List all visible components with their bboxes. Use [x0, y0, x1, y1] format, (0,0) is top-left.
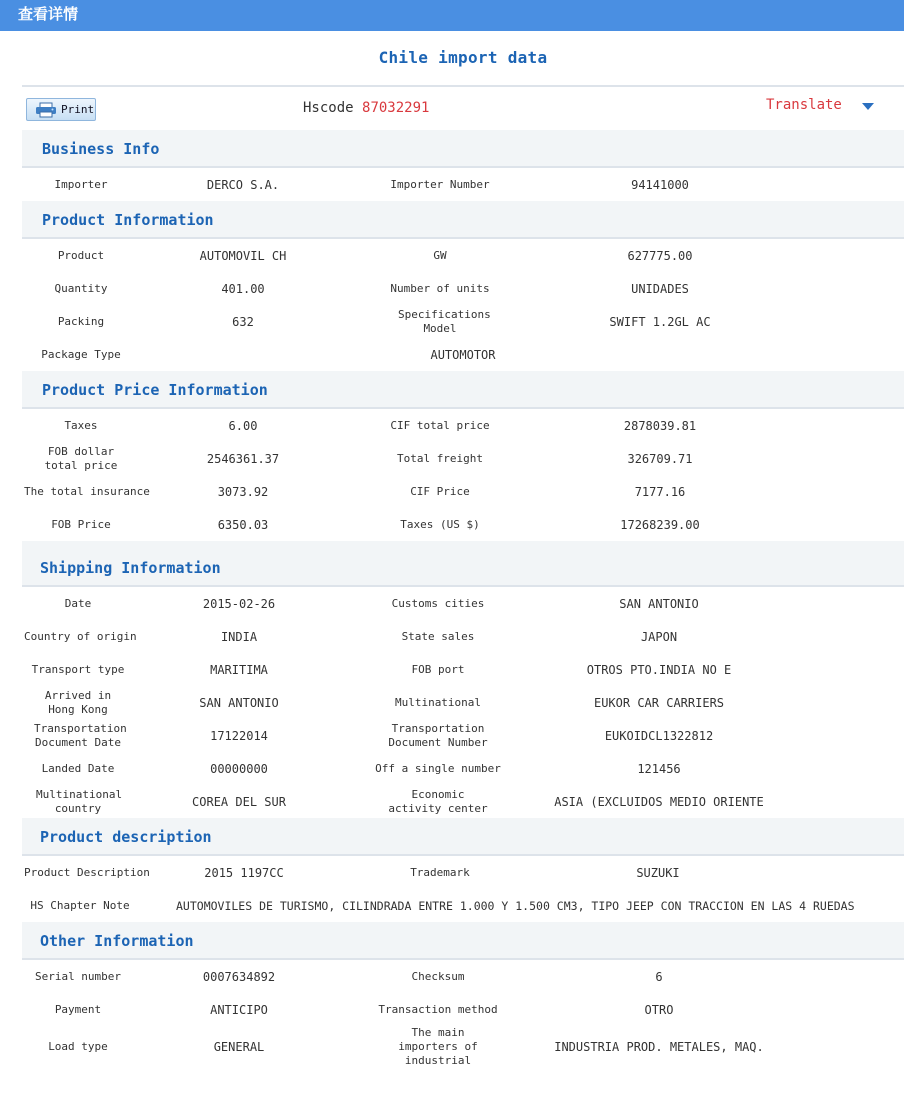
field-value: SAN ANTONIO	[619, 596, 699, 611]
field-label: Number of units	[390, 281, 490, 295]
field-label: GW	[433, 248, 447, 262]
field-label: Transport type	[31, 662, 125, 676]
field-value: 2015 1197CC	[204, 865, 284, 880]
field-value: 0007634892	[202, 969, 276, 984]
section-shipping-information: Shipping Information	[22, 549, 904, 587]
field-value: EUKOIDCL1322812	[604, 728, 714, 743]
field-label: Product Description	[24, 865, 150, 879]
field-label: Taxes (US $)	[400, 517, 480, 531]
field-label: The main importers of industrial	[398, 1026, 478, 1067]
field-label: FOB Price	[51, 517, 111, 531]
window-title: 查看详情	[18, 5, 79, 23]
field-label: CIF total price	[390, 418, 490, 432]
field-value: MARITIMA	[210, 662, 268, 677]
print-button[interactable]	[26, 98, 96, 121]
page-title: Chile import data	[22, 31, 904, 87]
hscode-label: Hscode	[303, 100, 354, 116]
field-label: Specifications Model	[398, 307, 491, 335]
field-value: 6	[655, 969, 663, 984]
table-row	[22, 785, 904, 818]
field-label: Multinational country	[36, 787, 123, 815]
table-row	[22, 272, 904, 305]
field-label: Package Type	[41, 347, 121, 361]
field-value: INDIA	[220, 629, 258, 644]
field-label: FOB dollar total price	[44, 444, 118, 472]
field-label: Payment	[54, 1002, 102, 1016]
field-label: FOB port	[411, 662, 465, 676]
field-value: 2546361.37	[206, 451, 280, 466]
field-label: Customs cities	[391, 596, 485, 610]
field-label: Product	[57, 248, 105, 262]
field-label: Transaction method	[378, 1002, 498, 1016]
field-value: 2015-02-26	[202, 596, 276, 611]
field-value: 627775.00	[627, 248, 693, 263]
field-value: 7177.16	[634, 484, 686, 499]
section-business-info: Business Info	[22, 130, 904, 168]
shipping-information-table	[22, 587, 904, 818]
field-label: Multinational	[394, 695, 482, 709]
field-value: 00000000	[210, 761, 268, 776]
field-label: Serial number	[34, 969, 122, 983]
table-row	[22, 719, 904, 752]
field-label: The total insurance	[24, 484, 150, 498]
section-other-information: Other Information	[22, 922, 904, 960]
field-value: JAPON	[640, 629, 678, 644]
field-value: SUZUKI	[636, 865, 680, 880]
field-value: 94141000	[631, 177, 689, 192]
table-row	[22, 442, 904, 475]
section-product-information: Product Information	[22, 201, 904, 239]
field-value: UNIDADES	[631, 281, 689, 296]
field-label: Importer	[54, 177, 108, 191]
field-value: AUTOMOVIL CH	[199, 248, 287, 263]
window-title-bar	[0, 0, 904, 31]
table-row	[22, 587, 904, 620]
field-label: Landed Date	[41, 761, 115, 775]
table-row	[22, 752, 904, 785]
field-value: 6350.03	[217, 517, 269, 532]
field-label: Packing	[57, 314, 105, 328]
field-value: 17122014	[210, 728, 268, 743]
hscode	[303, 100, 429, 116]
table-row	[22, 620, 904, 653]
table-row	[22, 993, 904, 1026]
printer-icon	[35, 102, 57, 118]
field-label: Total freight	[396, 451, 484, 465]
table-row	[22, 305, 904, 338]
field-value: COREA DEL SUR	[192, 794, 286, 809]
field-label: Checksum	[411, 969, 465, 983]
field-value: SWIFT 1.2GL AC	[609, 314, 711, 329]
field-value: 401.00	[221, 281, 265, 296]
field-value: 17268239.00	[620, 517, 700, 532]
print-label: Print	[61, 103, 95, 116]
field-value: ASIA (EXCLUIDOS MEDIO ORIENTE	[554, 794, 764, 809]
field-value: EUKOR CAR CARRIERS	[593, 695, 725, 710]
caret-down-icon[interactable]	[862, 103, 874, 111]
field-value: 632	[232, 314, 254, 329]
field-label: CIF Price	[410, 484, 470, 498]
field-label: Taxes	[64, 418, 98, 432]
field-label: Country of origin	[24, 629, 137, 643]
field-label: Transportation Document Date	[34, 721, 127, 749]
field-label: Load type	[48, 1040, 108, 1053]
section-divider	[22, 541, 904, 549]
table-row	[22, 409, 904, 442]
other-information-table	[22, 960, 904, 1068]
table-row	[22, 856, 904, 889]
field-label: Off a single number	[375, 761, 501, 775]
product-price-table	[22, 409, 904, 541]
field-value: 3073.92	[217, 484, 269, 499]
field-value: AUTOMOTOR	[430, 347, 496, 362]
table-row	[22, 239, 904, 272]
field-value: SAN ANTONIO	[199, 695, 279, 710]
table-row	[22, 1026, 904, 1068]
field-label: Economic activity center	[388, 787, 488, 815]
section-product-description: Product description	[22, 818, 904, 856]
field-value: GENERAL	[213, 1040, 265, 1054]
field-value: ANTICIPO	[210, 1002, 268, 1017]
field-value: 121456	[637, 761, 681, 776]
table-row	[22, 338, 904, 371]
toolbar	[22, 87, 904, 130]
field-label: Trademark	[410, 865, 470, 879]
field-label: Quantity	[54, 281, 108, 295]
table-row	[22, 686, 904, 719]
field-label: Importer Number	[390, 177, 490, 191]
field-value: OTRO	[644, 1002, 674, 1017]
product-description-table	[22, 856, 904, 922]
detail-content	[22, 31, 904, 1068]
table-row	[22, 653, 904, 686]
section-product-price-information: Product Price Information	[22, 371, 904, 409]
field-value: 6.00	[228, 418, 258, 433]
field-value: 2878039.81	[623, 418, 697, 433]
table-row	[22, 960, 904, 993]
table-row	[22, 889, 904, 922]
field-label: State sales	[401, 629, 475, 643]
field-label: Date	[64, 596, 92, 610]
business-info-table	[22, 168, 904, 201]
field-label: Transportation Document Number	[388, 721, 488, 749]
translate-dropdown[interactable]: Translate	[766, 97, 842, 113]
table-row	[22, 475, 904, 508]
product-information-table	[22, 239, 904, 371]
field-value: DERCO S.A.	[206, 177, 280, 192]
field-value: AUTOMOVILES DE TURISMO, CILINDRADA ENTRE 1.000 Y 1.500 CM3, TIPO JEEP CON TRACCION EN LAS 4 RUEDAS	[176, 898, 855, 913]
table-row	[22, 168, 904, 201]
field-label: Arrived in Hong Kong	[44, 688, 112, 716]
field-value: OTROS PTO.INDIA NO E	[586, 662, 732, 677]
table-row	[22, 508, 904, 541]
hscode-value: 87032291	[362, 100, 430, 116]
field-value: INDUSTRIA PROD. METALES, MAQ.	[554, 1040, 764, 1054]
field-value: 326709.71	[627, 451, 693, 466]
field-label: HS Chapter Note	[30, 898, 130, 912]
